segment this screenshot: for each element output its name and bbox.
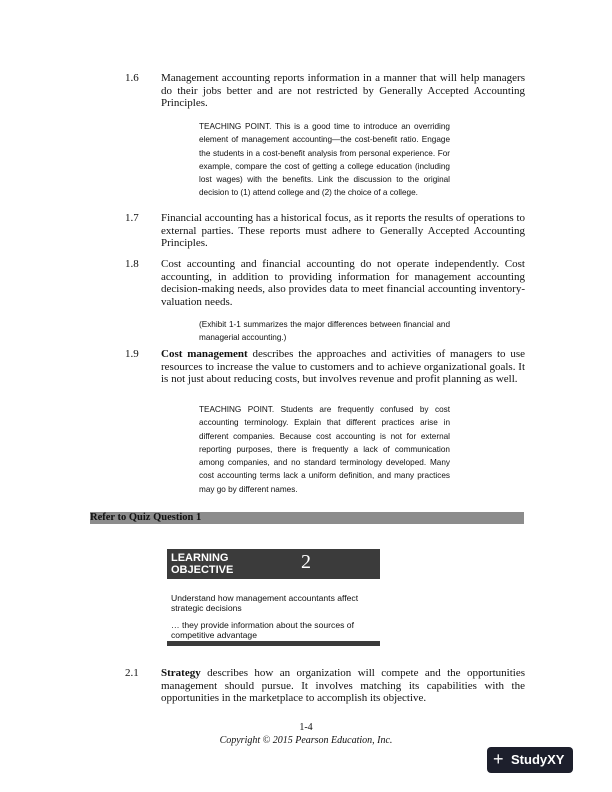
learning-objective-rule (167, 641, 380, 646)
item-number: 1.9 (125, 348, 139, 360)
item-text: Cost accounting and financial accounting do not operate independently. Cost accounting, in addition to providing information for management accounting decision-making needs, also provides data to meet financial accounting inventory-valuation needs. (161, 258, 525, 309)
teaching-point-1: TEACHING POINT. This is a good time to introduce an overriding element of management accounting—the cost-benefit ratio. Engage the students in a cost-benefit analysis from personal experience. For example, compare the cost of getting a college education (including lost wages) with the benefits. Link the discussion to the original decision to (1) attend college and (2) the choice of a college. (199, 122, 450, 198)
learning-objective-label: LEARNING OBJECTIVE (171, 552, 234, 576)
quiz-bar (90, 512, 524, 524)
learning-objective-subtext: … they provide information about the sources of competitive advantage (171, 620, 354, 640)
item-text (161, 667, 525, 705)
item-number: 1.6 (125, 72, 139, 84)
page-number: 1-4 (299, 722, 313, 733)
exhibit-note: (Exhibit 1-1 summarizes the major differences between financial and managerial accounting.) (199, 320, 450, 343)
learning-objective-box (167, 549, 380, 579)
item-text: Financial accounting has a historical focus, as it reports the results of operations to external parties. These reports must adhere to Generally Accepted Accounting Principles. (161, 212, 525, 250)
teaching-point-2: TEACHING POINT. Students are frequently confused by cost accounting terminology. Explain that different practices arise in different companies. Because cost accounting is not for external reporting purposes, there is frequently a lack of communication among companies, and no standard terminology developed. Many cost accounting terms lack a uniform definition, and many practices may go by different names. (199, 405, 450, 494)
plus-icon: + (493, 749, 504, 769)
term-bold: Strategy (161, 667, 201, 679)
item-text: Management accounting reports information in a manner that will help managers do their jobs better and are not restricted by Generally Accepted Accounting Principles. (161, 72, 525, 110)
studyxy-badge[interactable] (487, 747, 573, 773)
item-number: 1.7 (125, 212, 139, 224)
item-body: describes the approaches and activities of managers to use resources to increase the value to customers and to achieve organizational goals. It is not just about reducing costs, but involves revenue and profit planning as well. (161, 348, 525, 386)
item-text (161, 348, 525, 386)
item-number: 2.1 (125, 667, 139, 679)
quiz-bar-label: Refer to Quiz Question 1 (90, 512, 202, 523)
term-bold: Cost management (161, 348, 248, 360)
copyright: Copyright © 2015 Pearson Education, Inc. (219, 735, 393, 746)
item-number: 1.8 (125, 258, 139, 270)
studyxy-brand: StudyXY (511, 752, 565, 767)
learning-objective-number: 2 (301, 551, 311, 573)
learning-objective-description: Understand how management accountants affect strategic decisions (171, 593, 359, 613)
item-body: describes how an organization will compete and the opportunities management should pursue. It involves matching its capabilities with the opportunities in the marketplace to accomplish its objective. (161, 667, 525, 705)
